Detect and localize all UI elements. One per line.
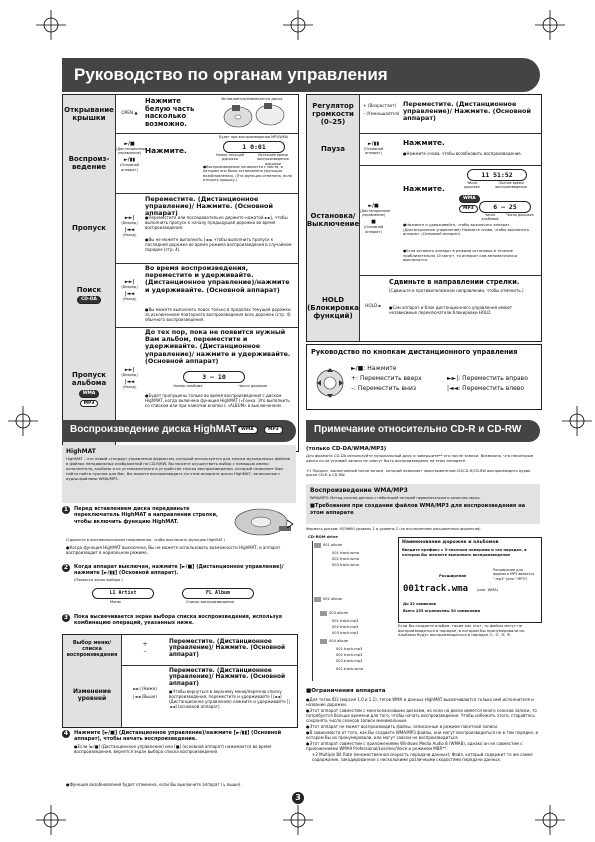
step-1 <box>62 506 296 555</box>
note-bullet: ●Воспроизведение начинается с места, в котором оно было остановлено (функция возобновления). (Эта функция отменена, если открыть крышку.) <box>203 165 292 183</box>
note-bullet: ●Нажмите снова, чтобы возобновить воспроизведение. <box>403 151 523 156</box>
open-button[interactable]: OPEN ▲ <box>121 110 138 115</box>
highmat-selection-table <box>62 634 298 728</box>
requirements-line: Формать дисков: ISO9660 уровень 1 и уровень 2 (за исключением расширенных форматов) <box>306 527 481 531</box>
limit-item: ●Этот аппарат совместим с многосеансовыми дисками, но если на диске имеется много сеансов записи, то потребуется больше времени для того, чтобы начать воспроизведение. Чтобы избежать этого, старайтесь сохранять число сеансов записи минимальным. <box>306 708 537 723</box>
action-text: Во время воспроизведения, переместите и удерживайте. (Дистанционное управление)/нажмите и удерживайте. (Основной аппарат) <box>145 264 290 294</box>
file-label: 001 track.wma <box>332 551 359 555</box>
action-text: Нажмите. <box>403 138 445 147</box>
naming-title: Наименование дорожек и альбомов <box>402 540 499 545</box>
note-bullet: ●Чтобы вернуться в верхнему меню/перечню списку воспроизведения, переместите и удерживайте [|◄◄] (Дистанционное управление) нажмите и удерживайте [|◄◄] (основной аппарат). <box>169 689 290 709</box>
button-sub: (Дистанционное управление) <box>116 147 147 156</box>
mp3-badge: MP3 <box>459 205 478 213</box>
cdr-banner <box>306 420 540 442</box>
limit-item: ●В зависимости от того, как Вы создаете WMA/MP3 файлы, они могут воспроизводиться не в том порядке, в котором Вы их пронумеровали, или могут совсем не воспроизводиться. <box>306 730 538 740</box>
folder-label: 003 album <box>329 611 349 615</box>
tree-root: CD-ROM drive <box>308 534 338 539</box>
crop-mark-bottom-left <box>36 805 66 835</box>
prev-button[interactable]: |◄◄ <box>124 291 135 298</box>
cdr-bold-line: (только CD-DA/WMA/MP3) <box>306 446 387 452</box>
file-label: 003 track.mp3 <box>332 631 359 635</box>
highmat-title: Воспроизведение диска HighMAT <box>70 424 237 435</box>
crop-mark-top-right <box>535 10 565 40</box>
row-label: HOLD (Блокировка функций) <box>307 275 360 341</box>
step-number-1: 1 <box>63 506 69 513</box>
highmat-intro-box <box>62 445 296 503</box>
action-text: Переместите. (Дистанционное управление)/ Нажмите. (Основной аппарат) <box>169 639 286 658</box>
row-label-box <box>63 263 116 327</box>
file-label: 002 track.mp3 <box>336 653 363 657</box>
note-bullet: ●Вы не можете выполнить |◄◄, чтобы выполнить пропуск к последней дорожке во время режима воспроизведения в случайном порядке (стр. 4). <box>145 237 292 252</box>
row-label: Остановка/ Выключение <box>307 165 360 275</box>
row-playback <box>63 133 298 194</box>
action-text: Переместите. (Дистанционное управление)/ Нажмите. (Основной аппарат) <box>145 195 273 218</box>
extension-label: Расширение <box>439 573 467 578</box>
button-sub: (Назад) <box>122 233 137 238</box>
lcd-caption-top: Будет при воспроизведении MP3/WMA <box>219 135 288 139</box>
row-label: Изменение уровней <box>63 665 122 727</box>
crop-mark-top-center <box>283 10 313 40</box>
note-bullet: ●Если оставить аппарат в режиме остановки в течение приблизительно 10 минут, то аппарат сам автоматически выключится. <box>403 249 518 263</box>
cdr-title: Примечание относительно CD-R и CD-RW <box>314 424 522 435</box>
file-label: 001 track.wma <box>336 667 363 671</box>
lcd-display-total: 11 51:52 <box>467 169 527 181</box>
crop-mark-middle-left <box>8 406 38 436</box>
play-stop-button[interactable]: ►/■ <box>124 141 135 147</box>
row-search <box>63 263 298 328</box>
plus-button[interactable]: + <box>142 641 148 648</box>
row-pause <box>307 133 541 166</box>
page-number: 3 <box>292 792 304 804</box>
action-text: До тех пор, пока не появится нужный Вам альбом, переместите и удерживайте. (Дистанционное управление)/ нажмите и удерживайте. (Основной аппарат) <box>145 328 291 365</box>
file-label: 001 track.mp3 <box>332 619 359 623</box>
folder-icon <box>314 543 321 548</box>
folder-label: 002 album <box>323 597 343 601</box>
remote-line-left: |◄◄: Переместить влево <box>447 385 525 392</box>
cdr-intro: Для формата CD-DA используйте музыкальный диск и завершите** это после записи. Возможно, что некоторые диски из-за условий записи не смогут быть воспроизведены на этом аппарате. <box>306 453 534 463</box>
row-change-level <box>63 665 297 727</box>
row-hold <box>307 275 541 341</box>
button-sub: (Основной аппарат) <box>363 225 384 234</box>
prev-button[interactable]: |◄◄ <box>124 227 135 234</box>
note-bullet: ●Вы можете выполнить поиск только в пределах текущей дорожки за исключением повторного воспроизведения всех дорожек (стр. 4) обычного воспроизведения. <box>145 307 291 322</box>
step-number-2: 2 <box>63 564 69 571</box>
limit-item: ●Этот аппарат совместим с приложениями Windows Media Audio 8 (WMA8), однако он не совместим с приложениями WMA9 Professional/Lossless/Voice и режимом MBR**. <box>306 741 523 751</box>
step-2-sub: (Появится экран выбора.) <box>74 578 123 582</box>
wma-badge: WMA <box>237 426 258 434</box>
row-label: Воспроиз-ведение <box>63 133 116 193</box>
remote-guide-title: Руководство по кнопкам дистанционного управления <box>311 348 518 356</box>
limit-line-1: До 32 символов <box>403 602 436 606</box>
button-group <box>116 279 143 301</box>
row-label: Пропуск <box>63 193 116 263</box>
button-sub: (Вперед) <box>121 221 138 225</box>
button-sub: (Назад) <box>122 297 137 302</box>
step-4-bullet: ●Если [►/■] (Дистанционное управление) или [■] (основной аппарат) нажимается во время воспроизведения, вернется экран выбора списка воспроизведения. <box>74 744 272 754</box>
remote-line-press: ►/■: Нажмите <box>351 365 397 372</box>
highmat-banner <box>62 420 296 442</box>
menu-display: L1 Artist <box>92 588 154 599</box>
folder-icon <box>320 639 327 644</box>
highmat-subtitle: HighMAT <box>66 448 96 455</box>
button-group <box>116 215 143 237</box>
lcd-caption-right: Число дорожек <box>506 213 534 217</box>
lcd-caption-left: Число дорожек <box>464 181 480 190</box>
row-open-lid <box>63 95 298 134</box>
limit-item: ●Для тегов ID3 (версия 1.0 и 1.1), тегов WMA и данных HighMAT высвечиваются только имя исполнителя и название дорожки. <box>306 697 534 707</box>
button-group <box>360 203 391 234</box>
step-3 <box>62 614 296 627</box>
next-button[interactable]: ►►| <box>124 367 135 373</box>
minus-button[interactable]: – <box>143 648 147 656</box>
disc-insert-illustration <box>208 97 296 131</box>
row-label: Пауза <box>307 133 360 165</box>
button-sub: (Вперед) <box>121 373 138 377</box>
file-label: 001 track.mp3 <box>336 647 363 651</box>
next-button[interactable]: ►►| <box>124 215 135 221</box>
step-4-text: Нажмите [►/■] (Дистанционное управление)/нажмите [►/▮▮] (Основной аппарат), чтобы начать воспроизведение. <box>74 730 282 743</box>
lcd-caption-left: Номер текущей дорожки <box>215 153 245 162</box>
header-banner <box>62 58 540 92</box>
remote-line-up: +: Переместить вверх <box>351 375 422 382</box>
playlist-caption: Список воспроизведения <box>186 600 234 604</box>
remote-line-down: –: Переместить вниз <box>351 385 417 392</box>
extension-note: Расширение для формата MP3 является ".mp3" (или ".MP3") <box>493 568 535 581</box>
button-sub: (Основной аппарат) <box>119 163 140 172</box>
album-order-text: Если Вы создаете альбом, такие как этот, то файлы могут не воспроизводиться в порядке, в котором Вы пронумеровали их. Альбомы будут воспроизводиться в порядке ①, ②, ③, ④. <box>398 623 526 638</box>
wma-section <box>306 484 540 524</box>
folder-tree <box>306 535 398 683</box>
button-group <box>125 641 165 655</box>
action-text: Нажмите. <box>145 146 187 155</box>
crop-mark-top-left <box>36 10 66 40</box>
track-example-note: (или .WMA) <box>477 588 499 592</box>
lcd-display: 3 – 10 <box>183 371 245 383</box>
pause-button[interactable]: ►/▮▮ <box>367 141 380 147</box>
highmat-footer-note: ●Функция возобновления будет отменена, если Вы выключите аппарат (↳ выше). <box>66 782 242 787</box>
button-group <box>360 141 387 155</box>
lcd-caption-right: Число дорожек <box>238 384 268 388</box>
row-label: Пропуск альбома <box>71 371 107 388</box>
step-1-text: Перед вставлением диска передвиньте переключатель HighMAT в направлении стрелки, чтобы включить функцию HighMAT. <box>74 506 218 525</box>
button-sub: (Назад) <box>122 385 137 390</box>
folder-label: 001 album <box>323 543 343 547</box>
crop-mark-middle-right <box>562 406 592 436</box>
button-group <box>363 103 403 116</box>
requirements-title: ■Требования при создании файлов WMA/MP3 для воспроизведения на этом аппарате <box>310 503 526 516</box>
limits-title: ■Ограничения аппарата <box>306 688 386 694</box>
play-pause-button[interactable]: ►/▮▮ <box>123 157 136 164</box>
row-label: Регулятор громкости (0–25) <box>307 95 360 133</box>
controls-table-left <box>62 94 299 452</box>
cdr-note: ✳1 Процесс, выполняемый после записи, который позволяет проигрывателям CD/CD-R/CD-RW воспроизводить аудио диски CD-R и CD-RW. <box>306 469 531 478</box>
button-group <box>125 687 165 700</box>
button-group <box>116 141 147 172</box>
file-label: 003 track.wma <box>332 563 359 567</box>
folder-icon <box>320 611 327 616</box>
page-title: Руководство по органам управления <box>74 65 388 84</box>
action-text: Нажмите белую часть насколько возможно. <box>145 97 195 128</box>
action-text: Сдвиньте в направлении стрелки. <box>389 278 520 286</box>
lcd-caption-right: Истекшее время воспроизведения дорожки <box>257 153 289 166</box>
remote-line-right: ►►|: Переместить вправо <box>447 375 528 382</box>
next-button[interactable]: ►►| <box>124 279 135 285</box>
button-sub: (Дистанционное управление) <box>360 209 391 218</box>
lcd-display-albums: 6 — 25 <box>479 201 531 213</box>
action-text: Переместите. (Дистанционное управление)/ Нажмите. (Основной аппарат) <box>403 100 531 123</box>
crop-mark-bottom-right <box>535 805 565 835</box>
wma-title: Воспроизведение WMA/MP3 <box>310 487 408 494</box>
remote-joystick-icon <box>315 365 345 401</box>
step-1-sub: (Сдвиньте в противоположном направлении, чтобы выключить функцию HighMAT.) <box>66 538 225 542</box>
hold-switch[interactable]: HOLD ► <box>365 303 382 308</box>
row-label: Открывание крышки <box>63 95 116 133</box>
wma-badge: WMA <box>459 195 480 203</box>
cd-da-badge: CD-DA <box>77 296 101 303</box>
level-up-button[interactable]: |◄◄ (Выше) <box>133 693 157 699</box>
mp3-badge: MP3 <box>80 400 99 407</box>
note-bullet: ●Сам аппарат и блок дистанционного управления имеют независимые переключатели блокировки HOLD. <box>389 305 513 315</box>
action-text: Переместите. (Дистанционное управление)/ Нажмите. (Основной аппарат) <box>169 668 286 687</box>
volume-down-button[interactable]: – (Уменьшается) <box>363 111 400 117</box>
button-sub: (Вперед) <box>121 285 138 289</box>
folder-label: 004 album <box>329 639 349 643</box>
note-bullet: ●Нажмите и удерживайте, чтобы выключить аппарат. (Дистанционное управление) Нажмите снова, чтобы выключить аппарат. (Основной аппарат) <box>403 223 530 237</box>
lcd-caption-left: Число альбомов <box>481 213 499 222</box>
prev-button[interactable]: |◄◄ <box>124 379 135 386</box>
row-volume <box>307 95 541 134</box>
row-select-menu <box>63 635 297 666</box>
tree-line <box>312 541 313 681</box>
illustration-caption: Вставляется/извлекается диска <box>221 97 283 101</box>
step-3-text: Пока высвечивается экран выбора списка воспроизведения, используя комбинацию операций, указанных ниже. <box>74 614 283 627</box>
highmat-intro: HighMAT – это новый стандарт управления форматом, который используется для записи музыкальных файлов в файлах неподвижных изображений на CD-R/RW. Вы можете осуществить выбор с помощью имени исполнителя, альбома и из установленного в устройстве списка воспроизведения, который позволяет Вам найти найти нужное для Вас. Вы можете воспроизводить на этом аппарате диски HighMAT, записанные с аудио-файлами WMA/MP3. <box>66 456 290 481</box>
note-bullet: ●Переместите или последовательно держите нажатой ►►|, чтобы выполнить пропуск к началу предыдущей дорожки во время воспроизведения. <box>145 215 288 230</box>
lcd-display: 1 0:01 <box>223 141 285 153</box>
remote-guide <box>306 344 542 410</box>
folder-icon <box>314 597 321 602</box>
limit-item: ●Этот аппарат не может воспроизводить файлы, записанные в режиме пакетной записи. <box>306 724 499 729</box>
playlist-display: FL Album <box>182 588 254 599</box>
volume-up-button[interactable]: + (Возрастает) <box>363 103 397 108</box>
button-group <box>116 367 143 389</box>
step-1-bullet: ●Когда функция HighMAT выключена, Вы не можете использовать возможности HighMAT, и аппарат воспроизводит в нормальном режиме. <box>66 545 281 555</box>
lcd-caption-right: Полное время воспроизведения <box>495 181 527 190</box>
track-example: 001track.wma <box>403 584 469 594</box>
row-skip <box>63 193 298 264</box>
menu-caption: Меню <box>110 600 121 604</box>
note-bullet: ●Будет пропущены только во время воспроизведения с диском HighMAT, когда включена функция HighMAT («Гонка. Это выполнить со списком или при нажатии кнопки с «ALBUM» в выключенном. <box>145 393 290 408</box>
file-label: 002 track.mp3 <box>332 625 359 629</box>
row-label: Поиск <box>76 286 102 295</box>
action-text: Нажмите. <box>403 184 445 193</box>
limit-item: ✳2 Multiple Bit Rate (множественная скорость передачи данных): Файл, который содержит то же самое содержание, закодированное с несколькими различными скоростями передачи данных. <box>312 752 533 762</box>
controls-table-right <box>306 94 542 342</box>
naming-text: Введите префикс с 3-значным номерами и так порядке, в котором Вы желаете выполнить воспроизведение <box>402 548 527 557</box>
player-switch-illustration <box>227 506 297 538</box>
step-4 <box>62 730 296 754</box>
disc-icon <box>208 101 296 129</box>
level-down-button[interactable]: ►►| (Ниже) <box>133 686 157 691</box>
step-number-3: 3 <box>63 614 69 621</box>
limit-line-2: Всего 255 ограничены 30 символами <box>403 609 480 613</box>
file-label: 003 track.mp3 <box>336 659 363 663</box>
mp3-badge: MP3 <box>264 426 283 434</box>
button-sub: (Основной аппарат) <box>363 147 384 156</box>
lcd-caption-left: Номер альбома <box>173 384 203 388</box>
action-sub: (Сдвиньте в противоположном направлении, чтобы отменить.) <box>389 288 524 293</box>
step-2-text: Когда аппарат выключен, нажмите [►/■] (Дистанционное управление)/ нажмите [►/▮▮] (Основной аппарат). <box>74 564 284 577</box>
limits-list <box>306 697 540 762</box>
step-2 <box>62 564 296 604</box>
row-stop <box>307 165 541 276</box>
file-label: 002 track.wma <box>332 557 359 561</box>
wma-line: WMA/MP3: Метод сжатия данных с небольшой потерей первоначального качества звука. <box>310 496 481 500</box>
crop-mark-bottom-center <box>283 805 313 835</box>
stop-button[interactable]: ■ <box>371 219 376 226</box>
step-number-4: 4 <box>63 730 69 737</box>
play-stop-button[interactable]: ►/■ <box>368 203 379 209</box>
row-label: Выбор меню/ списка воспроизведения <box>63 635 122 665</box>
naming-box <box>398 537 542 623</box>
wma-badge: WMA <box>79 390 100 397</box>
